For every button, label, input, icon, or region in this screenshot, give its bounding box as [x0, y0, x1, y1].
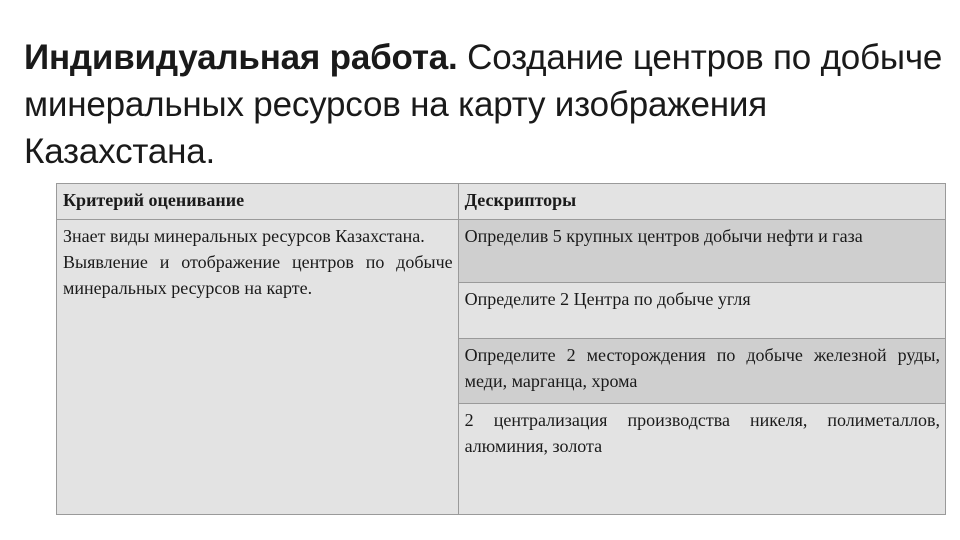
criterion-text: Выявление и отображение центров по добыче минеральных ресурсов на карте.: [63, 252, 453, 298]
descriptor-cell: Определите 2 Центра по добыче угля: [458, 283, 945, 339]
header-criterion: Критерий оценивание: [57, 184, 459, 220]
header-descriptors: Дескрипторы: [458, 184, 945, 220]
descriptor-cell: Определив 5 крупных центров добычи нефти и газа: [458, 220, 945, 283]
title-bold: Индивидуальная работа.: [24, 38, 458, 77]
criterion-cell: [57, 220, 459, 515]
title-rest: Создание центров по добыче минеральных ресурсов на карту изображения Казахстана.: [24, 38, 943, 171]
table-header-row: [57, 184, 946, 220]
descriptor-cell: 2 централизация производства никеля, полиметаллов, алюминия, золота: [458, 404, 945, 515]
assessment-table: [56, 183, 946, 515]
descriptor-cell: Определите 2 месторождения по добыче железной руды, меди, марганца, хрома: [458, 339, 945, 404]
page-title: [24, 34, 944, 175]
criterion-text: Знает виды минеральных ресурсов Казахстана.: [63, 226, 425, 246]
table-row: [57, 220, 946, 283]
